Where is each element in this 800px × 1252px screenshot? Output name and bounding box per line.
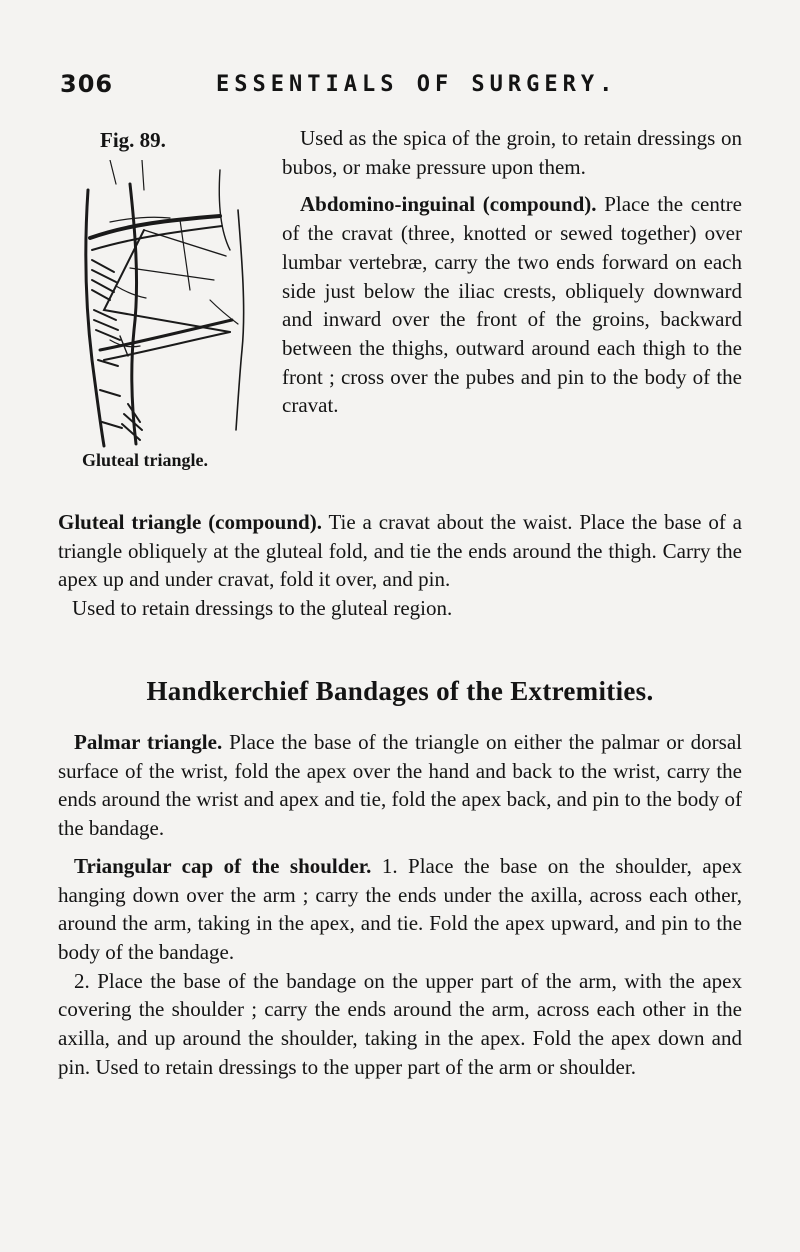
palmar-triangle-heading: Palmar triangle. <box>74 730 223 754</box>
gluteal-triangle-heading: Gluteal triangle (compound). <box>58 510 322 534</box>
palmar-triangle-body: Place the base of the triangle on either the palmar or dorsal surface of the wrist, fold the apex over the hand and back to the wrist, carry the ends around the wrist and apex and tie, fold the apex back, and pin to the body of the bandage. <box>58 730 742 841</box>
figure-89 <box>70 128 270 488</box>
page-number: 306 <box>60 70 114 98</box>
abdomino-inguinal-body: Place the centre of the cravat (three, knotted or sewed together) over lumbar vertebræ, carry the two ends forward on each side just below the iliac crests, obliquely downward and inward over the front of the groins, backward between the thighs, outward around each thigh to the front ; cross over the pubes and pin to the body of the cravat. <box>282 192 742 418</box>
figure-label: Fig. 89. <box>100 128 166 152</box>
gluteal-triangle-illustration <box>70 160 270 450</box>
paragraph-spica-use: Used as the spica of the groin, to retain dressings on bubos, or make pressure upon them. <box>282 126 742 179</box>
running-title: ESSENTIALS OF SURGERY. <box>216 72 618 97</box>
gluteal-triangle-body: Tie a cravat about the waist. Place the base of a triangle obliquely at the gluteal fold, and tie the ends around the thigh. Carry the apex up and under cravat, fold it over, and pin. <box>58 510 743 592</box>
right-column-text <box>282 124 742 420</box>
paragraph-gluteal-triangle <box>58 508 742 594</box>
paragraph-shoulder-cap-2: 2. Place the base of the bandage on the upper part of the arm, with the apex covering the shoulder ; carry the ends around the arm, across each other in the axilla, and up around the shoulder, taking in the apex. Fold the apex down and pin. Used to retain dressings to the upper part of the arm or shoulder. <box>58 968 742 1079</box>
extremities-section <box>58 728 742 1081</box>
paragraph-shoulder-cap-1 <box>58 852 742 967</box>
gluteal-section <box>58 508 742 623</box>
shoulder-cap-heading: Triangular cap of the shoulder. <box>74 853 372 878</box>
section-heading: Handkerchief Bandages of the Extremities. <box>146 676 654 706</box>
abdomino-inguinal-heading: Abdomino-inguinal (compound). <box>300 192 597 217</box>
paragraph-abdomino-inguinal <box>282 190 742 420</box>
running-head <box>60 70 760 104</box>
paragraph-gluteal-use: Used to retain dressings to the gluteal region. <box>72 596 453 621</box>
shoulder-cap-body-1: 1. Place the base on the shoulder, apex hanging down over the arm ; carry the ends under the axilla, across each other, around the arm, taking in the apex, and tie. Fold the apex upward, and pin to the body of the bandage. <box>58 853 742 964</box>
figure-caption: Gluteal triangle. <box>82 450 208 470</box>
paragraph-palmar-triangle <box>58 728 742 843</box>
